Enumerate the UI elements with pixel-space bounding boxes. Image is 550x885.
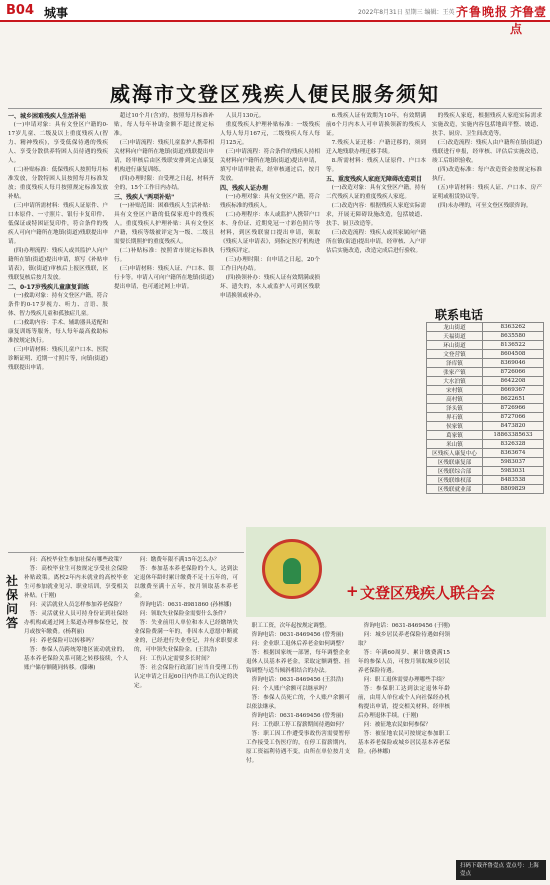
contact-phone: 8727066 <box>483 413 544 422</box>
contact-row <box>427 422 544 431</box>
paragraph: 重度残疾人护理补贴标准：一级残疾人每人每月167元，二级残疾人每人每月125元。 <box>220 122 320 146</box>
contact-row <box>427 467 544 476</box>
paragraph: 答：参保人员死亡的，个人账户余额可以依法继承。 <box>246 695 350 710</box>
contact-row <box>427 458 544 467</box>
plus-mark: + <box>346 582 359 600</box>
contact-name: 泽库镇 <box>427 359 483 368</box>
paragraph: (一)补贴范围：困难残疾人生活补贴：具有文登区户籍的低保家庭中的残疾人。重度残疾人护理补贴：具有文登区户籍，残疾等级被评定为一级、二级且需要长期照护的重度残疾人。 <box>114 203 214 245</box>
article-column-1 <box>8 112 108 522</box>
contact-phone: 8809829 <box>483 485 544 494</box>
paragraph: (三)改造流程：残疾人或其家属向户籍所在镇(街道)提出申请，经审核、入户评估后实施改造，改造完成后进行验收。 <box>326 230 426 254</box>
paragraph: (三)申请流程：残疾儿童监护人携带相关材料向户籍所在地镇(街道)残联提出申请，经审核后由区残联安排到定点康复机构进行康复训练。 <box>114 140 214 173</box>
paragraph: 答：参保职工达到法定退休年龄前，由用人单位或个人向社保经办机构提出申请，提交相关材料，经审核后办理退休手续。(于刚) <box>358 686 450 719</box>
federation-logo-icon <box>262 539 322 599</box>
contact-name: 龙山街道 <box>427 323 483 332</box>
contact-phone: 8369046 <box>483 359 544 368</box>
paragraph: 7.残疾人证迁移：户籍迁移的，须到迁入地残联办理迁移手续。 <box>326 140 426 155</box>
contact-row <box>427 323 544 332</box>
contact-phone: 8604508 <box>483 350 544 359</box>
paragraph: 问：缴费年限不满15年怎么办？ <box>139 557 220 563</box>
paragraph: (二)救助内容：手术、辅助器具适配和康复训练等服务，每人每年最高救助标准按规定执行。 <box>8 320 108 344</box>
paragraph: 答：参保人员跨统筹地区流动就业的，基本养老保险关系可随之转移接续，个人账户储存额随同转移。(滕琳) <box>24 647 128 671</box>
paragraph: 超过10个月(含)的，按照每月标准补贴，每人每年补助金额不超过规定标准。 <box>114 113 214 137</box>
download-credit: 扫码下载齐鲁壹点 壹点号：上海壹点 <box>456 860 546 880</box>
paragraph: 答：职工因工作遭受事故伤害需要暂停工作接受工伤医疗的，在停工留薪期内，原工资福利待遇不变，由所在单位按月支付。 <box>246 731 350 764</box>
contact-row <box>427 404 544 413</box>
section-heading: 四、残疾人证办理 <box>220 185 269 192</box>
contact-name: 宋村镇 <box>427 386 483 395</box>
contact-row <box>427 386 544 395</box>
qa-divider <box>8 552 244 553</box>
paragraph: 答：被征地农民可按规定参加职工基本养老保险或城乡居民基本养老保险。(孙林娜) <box>358 731 450 755</box>
paragraph: (三)申请流程：符合条件的残疾人持相关材料向户籍所在地镇(街道)提出申请，填写申请审批表，经审核通过后，按月发放。 <box>220 149 320 182</box>
paragraph: 咨询电话：0631-8469456 (于刚) <box>363 623 450 629</box>
paragraph: 咨询电话：0631-8469456 (曾秀丽) <box>251 713 344 719</box>
contact-row <box>427 341 544 350</box>
contact-phone: 5983031 <box>483 467 544 476</box>
paragraph: 答：社会保险行政部门应当自受理工伤认定申请之日起60日内作出工伤认定的决定。 <box>134 665 238 689</box>
contact-phone: 8483538 <box>483 476 544 485</box>
contact-name: 葛家镇 <box>427 431 483 440</box>
paragraph: 答：根据国家统一部署，每年调整企业退休人员基本养老金，采取定额调整、挂钩调整与适当倾斜相结合的办法。 <box>246 650 350 674</box>
contacts-table <box>426 322 544 494</box>
contact-row <box>427 359 544 368</box>
newspaper-brand: 齐鲁晚报 <box>456 5 509 19</box>
contact-row <box>427 476 544 485</box>
contact-name: 天福街道 <box>427 332 483 341</box>
contact-name: 区残联康复部 <box>427 458 483 467</box>
paragraph: (一)办理对象：具有文登区户籍，符合残疾标准的残疾人。 <box>220 194 320 209</box>
section-heading: 一、城乡困难残疾人生活补贴 <box>8 113 87 120</box>
paragraph: (一)改造对象：具有文登区户籍，持有二代残疾人证的重度残疾人家庭。 <box>326 185 426 200</box>
paragraph: 职工工资，次年起按规定调整。 <box>251 623 330 629</box>
paragraph: (四)办理时限：自受理之日起，材料齐全的，15个工作日内办结。 <box>114 176 214 191</box>
paragraph: 问：领取失业保险金需要什么条件？ <box>139 611 230 617</box>
article-column-5 <box>432 112 542 302</box>
contact-name: 大水泊镇 <box>427 377 483 386</box>
qa-column-2 <box>134 556 238 876</box>
paragraph: (四)办理流程：残疾人或其监护人向户籍所在镇(街道)提出申请，填写《补贴申请表》，镇(街道)审核后上报区残联，区残联复核后按月发放。 <box>8 248 108 281</box>
paragraph: 答：年满60周岁、累计缴费满15年的参保人员，可按月领取城乡居民养老保险待遇。 <box>358 650 450 674</box>
paragraph: (二)改造内容：根据残疾人家庭实际需求，开展无障碍设施改造，包括坡道、扶手、厨卫改造等。 <box>326 203 426 227</box>
issue-date: 2022年8月31日 星期三 编辑：王英 <box>358 9 455 16</box>
page-number: B04 <box>6 3 34 18</box>
qa-column-1 <box>24 556 128 876</box>
contact-phone: 8726966 <box>483 404 544 413</box>
qa-column-4 <box>358 622 450 877</box>
contact-row <box>427 350 544 359</box>
paragraph: (三)申请所需材料：残疾人证原件、户口本原件、一寸照片、银行卡复印件、低保证或特困证复印件，符合条件的残疾人可向户籍所在地镇(街道)残联提出申请。 <box>8 203 108 245</box>
qa-column-5 <box>456 622 546 858</box>
contact-phone: 8363262 <box>483 323 544 332</box>
app-brand: 齐鲁壹点 <box>510 5 547 36</box>
paragraph: 的残疾人家庭，根据残疾人家庭实际需求实施改造，实施内容包括地面平整、坡道、扶手、厨房、卫生间改造等。 <box>432 113 542 137</box>
contact-name: 区残联综合部 <box>427 467 483 476</box>
contact-phone: 8136522 <box>483 341 544 350</box>
paragraph: (二)补贴标准：按照省市规定标准执行。 <box>114 248 214 263</box>
paragraph: 6.残疾人证有效期为10年，有效期满前6个月内本人可申请换领新的残疾人证。 <box>326 113 426 137</box>
contact-phone: 5983037 <box>483 458 544 467</box>
article-column-4 <box>326 112 426 522</box>
contact-name: 泽头镇 <box>427 404 483 413</box>
paragraph: (四)未办理的，可至文登区残联咨询。 <box>437 203 532 209</box>
article-column-2 <box>114 112 214 522</box>
paragraph: 咨询电话：0631-8469456 (曾秀丽) <box>251 632 344 638</box>
contact-name: 高村镇 <box>427 395 483 404</box>
paragraph: (一)申请对象：具有文登区户籍的0-17岁儿童、二级及以上重度残疾人(智力、精神残疾)，享受低保待遇的残疾人、享受分散供养特困人员待遇的残疾人。 <box>8 122 108 164</box>
contact-phone: 8326328 <box>483 440 544 449</box>
paragraph: (二)补贴标准：低保残疾人按照每月标准发放，分散特困人员按照每月标准发放；重度残疾人每月按照规定标准发放补贴。 <box>8 167 108 200</box>
contact-name: 文登营镇 <box>427 350 483 359</box>
contact-row <box>427 377 544 386</box>
qa-column-3 <box>246 622 350 877</box>
paragraph: 答：灵活就业人员可持身份证到社保经办机构或通过网上渠道办理参保登记，按月或按年缴费。(杨利丽) <box>24 611 128 635</box>
contacts-title: 联系电话 <box>435 308 484 322</box>
contact-name: 米山镇 <box>427 440 483 449</box>
contact-name: 区残联维权部 <box>427 476 483 485</box>
paragraph: 问：养老保险可以转移吗？ <box>29 638 97 644</box>
contact-phone: 18863385633 <box>483 431 544 440</box>
paragraph: 咨询电话：0631-8981860 (孙林娜) <box>139 602 232 608</box>
paragraph: (三)办理时限：自申请之日起，20个工作日内办结。 <box>220 257 320 272</box>
contact-row <box>427 413 544 422</box>
contact-phone: 8622651 <box>483 395 544 404</box>
page-headline: 威海市文登区残疾人便民服务须知 <box>110 82 440 106</box>
contact-name: 张家产镇 <box>427 368 483 377</box>
article-column-3 <box>220 112 320 522</box>
contact-row <box>427 440 544 449</box>
section-heading: 二、0-17岁残疾儿童康复训练 <box>8 284 90 291</box>
paragraph: 问：高校毕业生参加社保有哪些政策？ <box>29 557 125 563</box>
contact-name: 区残疾人康复中心 <box>427 449 483 458</box>
paragraph: (二)办理程序：本人或监护人携带户口本、身份证、近期免冠一寸彩色照片等材料，到区残联窗口提出申请，领取《残疾人证申请表》，到指定医疗机构进行残疾评定。 <box>220 212 320 254</box>
paragraph: 问：工伤职工停工留薪期间待遇如何？ <box>251 722 347 728</box>
paragraph: 答：参加基本养老保险的个人，达到法定退休年龄时累计缴费不足十五年的，可以缴费至满十五年，按月领取基本养老金。 <box>134 566 238 599</box>
section-heading: 三、残疾人"两项补贴" <box>114 194 175 201</box>
contact-row <box>427 485 544 494</box>
contact-phone: 8363674 <box>483 449 544 458</box>
section-name: 城事 <box>44 6 69 20</box>
paragraph: 问：工伤认定需要多长时间？ <box>139 656 213 662</box>
paragraph: (三)申请材料：残疾儿童户口本、医院诊断证明、近期一寸照片等，向镇(街道)残联提出申请。 <box>8 347 108 371</box>
paragraph: (三)申请材料：残疾人证、户口本、银行卡等。申请人可向户籍所在地镇(街道)提出申请，也可通过网上申请。 <box>114 266 214 290</box>
paragraph: (五)申请材料：残疾人证、户口本、房产证明或租赁协议等。 <box>432 185 542 200</box>
paragraph: 问：灵活就业人员怎样参加养老保险？ <box>29 602 125 608</box>
contact-phone: 8726066 <box>483 368 544 377</box>
qa-sidebar-label: 社 保 问 答 <box>6 574 19 630</box>
contact-row <box>427 431 544 440</box>
paragraph: 问：企业职工退休后养老金如何调整？ <box>251 641 347 647</box>
paragraph: (四)改造标准：每户改造资金按规定标准执行。 <box>432 167 542 182</box>
contact-name: 区残联就业部 <box>427 485 483 494</box>
paragraph: 答：高校毕业生可按规定享受社会保险补贴政策。离校2年内未就业的高校毕业生可参加就业见习、职业培训，享受相关补贴。(于刚) <box>24 566 128 599</box>
paragraph: 答：失业前用人单位和本人已经缴纳失业保险费满一年的，非因本人意愿中断就业的，已经进行失业登记，并有求职要求的，可申领失业保险金。(王洪浩) <box>134 620 238 653</box>
contact-phone: 8635580 <box>483 332 544 341</box>
contact-name: 侯家镇 <box>427 422 483 431</box>
headline-divider <box>8 108 542 109</box>
contact-row <box>427 368 544 377</box>
contact-phone: 8642208 <box>483 377 544 386</box>
paragraph: (一)救助对象：持有文登区户籍，符合条件的0-17岁视力、听力、言语、肢体、智力残疾儿童和孤独症儿童。 <box>8 293 108 317</box>
contact-row <box>427 449 544 458</box>
contact-phone: 8669367 <box>483 386 544 395</box>
contact-name: 界石镇 <box>427 413 483 422</box>
federation-banner <box>246 527 546 617</box>
paragraph: 问：个人账户余额可以继承吗？ <box>251 686 330 692</box>
paragraph: 问：被征地农民如何参保？ <box>363 722 431 728</box>
contact-row <box>427 332 544 341</box>
federation-name: 文登区残疾人联合会 <box>360 584 496 602</box>
paragraph: 问：职工退休需要办理哪些手续？ <box>363 677 448 683</box>
section-heading: 五、重度残疾人家庭无障碍改造项目 <box>326 176 423 183</box>
contact-name: 环山街道 <box>427 341 483 350</box>
paragraph: 问：城乡居民养老保险待遇如何领取？ <box>358 632 450 647</box>
contact-row <box>427 395 544 404</box>
masthead <box>0 0 550 36</box>
paragraph: 咨询电话：0631-8469456 (王洪浩) <box>251 677 344 683</box>
paragraph: 8.所需材料：残疾人证原件、户口本等。 <box>326 158 426 173</box>
contact-phone: 8473820 <box>483 422 544 431</box>
paragraph: 人员月130元。 <box>225 113 265 119</box>
paragraph: (三)改造流程：残疾人由户籍所在镇(街道)残联进行申报，经审核、评估后实施改造，竣工后组织验收。 <box>432 140 542 164</box>
paragraph: (四)换领补办：残疾人证有效期满或损坏、遗失的，本人或监护人可到区残联申请换领或补办。 <box>220 275 320 299</box>
